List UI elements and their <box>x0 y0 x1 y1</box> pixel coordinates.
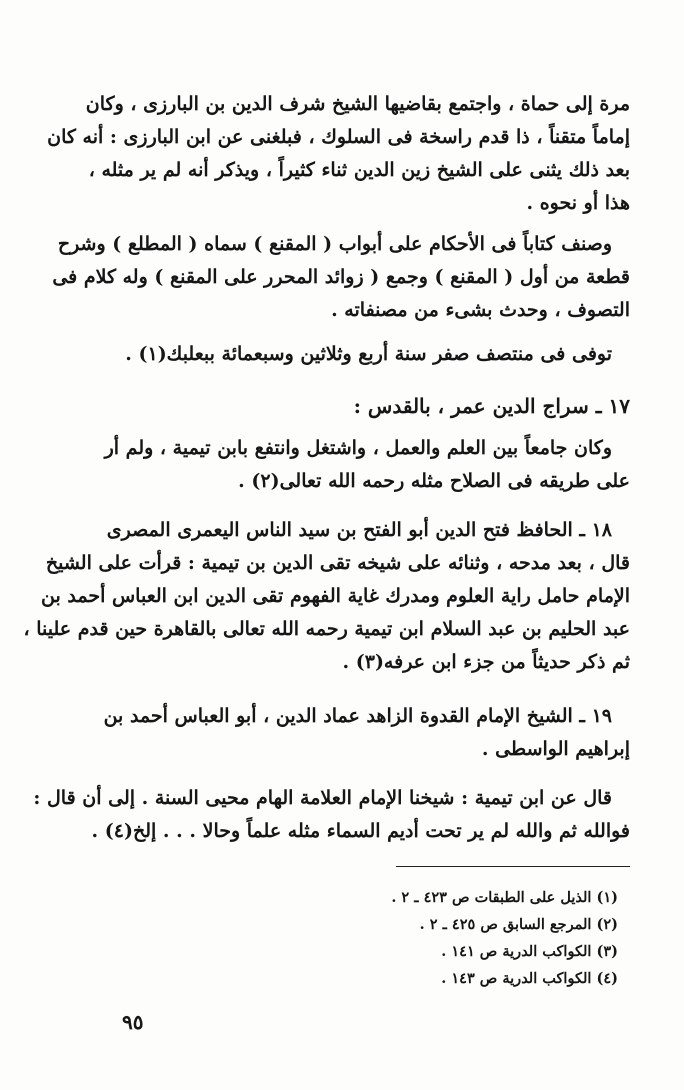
footnote-2: (٢) المرجع السابق ص ٤٢٥ ـ ٢ . <box>419 916 618 933</box>
footnotes <box>300 884 618 992</box>
text-line: وكان جامعاً بين العلم والعمل ، واشتغل وانتفع بابن تيمية ، ولم أر <box>104 437 612 459</box>
footnote-1: (١) الذيل على الطبقات ص ٤٢٣ ـ ٢ . <box>391 889 618 906</box>
text-line: التصوف ، وحدث بشىء من مصنفاته . <box>331 299 630 321</box>
text-line: وصنف كتاباً فى الأحكام على أبواب ( المقنع ) سماه ( المطلع ) وشرح <box>57 233 612 255</box>
text-line: إماماً متقناً ، ذا قدم راسخة فى السلوك ، فبلغنى عن ابن البارزى : أنه كان <box>47 126 630 148</box>
text-line: قال عن ابن تيمية : شيخنا الإمام العلامة الهام محيى السنة . إلى أن قال : <box>33 787 612 809</box>
text-line: بعد ذلك يثنى على الشيخ زين الدين ثناء كثيراً ، ويذكر أنه لم ير مثله ، <box>88 159 630 181</box>
entry-heading-17: ١٧ ـ سراج الدين عمر ، بالقدس : <box>353 394 630 418</box>
text-line: إبراهيم الواسطى . <box>481 738 630 760</box>
text-line: ثم ذكر حديثاً من جزء ابن عرفه(٣) . <box>342 651 630 673</box>
paragraph-entry-18 <box>23 514 630 679</box>
text-line: على طريقه فى الصلاح مثله رحمه الله تعالى(٢) . <box>238 470 630 492</box>
paragraph-death <box>112 338 630 371</box>
footnote-3: (٣) الكواكب الدرية ص ١٤١ . <box>441 943 618 960</box>
footnote-4: (٤) الكواكب الدرية ص ١٤٣ . <box>441 970 618 987</box>
text-line: فوالله ثم والله لم ير تحت أديم السماء مثله علماً وحالا . . . إلخ(٤) . <box>91 820 630 842</box>
text-line: قطعة من أول ( المقنع ) وجمع ( زوائد المحرر على المقنع ) وله كلام فى <box>52 266 630 288</box>
text-line: قال ، بعد مدحه ، وثنائه على شيخه تقى الدين بن تيمية : قرأت على الشيخ <box>45 552 630 574</box>
paragraph-entry-19 <box>103 700 630 766</box>
footnote-separator <box>396 866 630 867</box>
text-line: ١٩ ـ الشيخ الإمام القدوة الزاهد عماد الدين ، أبو العباس أحمد بن <box>103 705 612 727</box>
paragraph-works <box>52 228 630 327</box>
paragraph-quote <box>33 782 630 848</box>
text-line: توفى فى منتصف صفر سنة أربع وثلاثين وسبعمائة ببعلبك(١) . <box>125 343 612 365</box>
page-number: ٩٥ <box>122 1010 144 1034</box>
text-line: مرة إلى حماة ، واجتمع بقاضيها الشيخ شرف الدين بن البارزى ، وكان <box>85 93 630 115</box>
text-line: هذا أو نحوه . <box>526 192 630 214</box>
text-line: ١٨ ـ الحافظ فتح الدين أبو الفتح بن سيد الناس اليعمرى المصرى <box>106 519 612 541</box>
paragraph-shaikh-sharaf <box>47 88 630 220</box>
text-line: الإمام حامل راية العلوم ومدرك غاية الفهوم تقى الدين ابن العباس أحمد بن <box>41 585 630 607</box>
text-line: عبد الحليم بن عبد السلام ابن تيمية رحمه الله تعالى بالقاهرة حين قدم علينا ، <box>23 618 630 640</box>
paragraph-entry-17 <box>104 432 630 498</box>
